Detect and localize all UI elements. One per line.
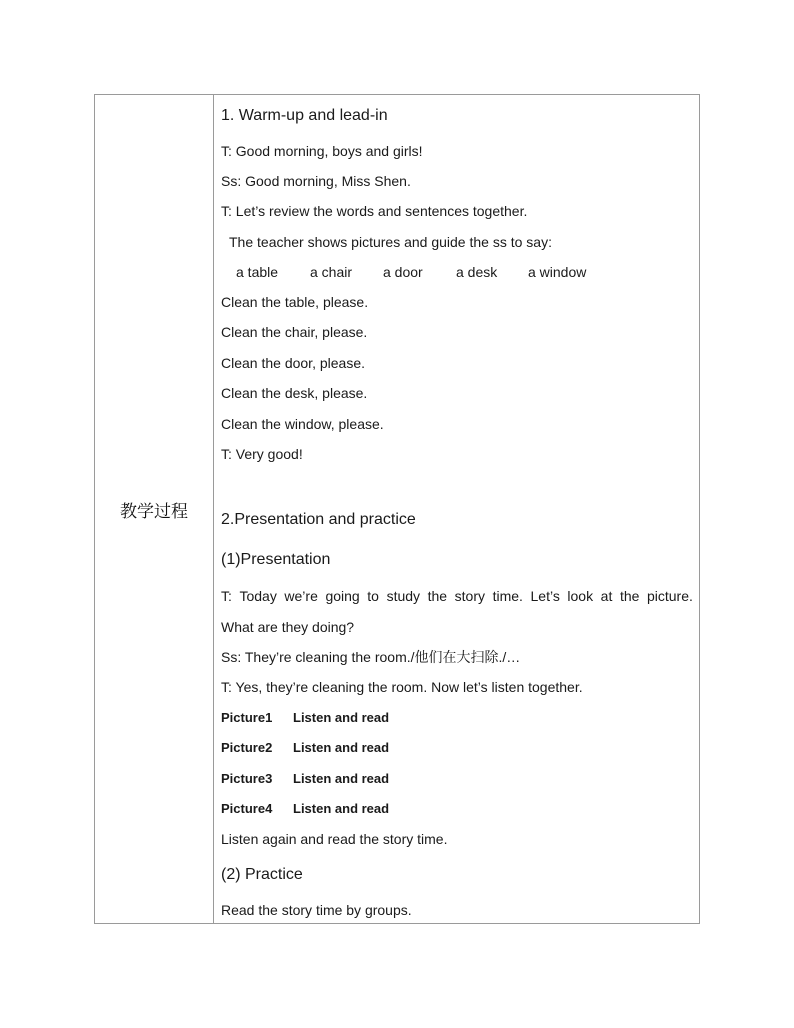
para-word: the [427, 588, 448, 604]
sentence-line: Clean the chair, please. [221, 324, 368, 340]
sentence-line: Clean the window, please. [221, 416, 384, 432]
practice-subheading: (2) Practice [221, 866, 303, 883]
para-word: to [367, 588, 379, 604]
word-item: a window [528, 264, 587, 280]
para-word: going [325, 588, 360, 604]
para-word: T: [221, 588, 232, 604]
picture-action: Listen and read [293, 740, 390, 755]
picture-action: Listen and read [293, 710, 390, 725]
practice-line: Read the story time by groups. [221, 902, 412, 918]
dialogue-line: Ss: Good morning, Miss Shen. [221, 173, 411, 189]
para-word: Today [239, 588, 277, 604]
paragraph-continuation: What are they doing? [221, 619, 355, 635]
column-divider [213, 95, 214, 923]
para-word: at [600, 588, 613, 604]
para-word: picture. [646, 588, 693, 604]
section1-heading: 1. Warm-up and lead-in [221, 107, 388, 124]
word-item: a desk [456, 264, 498, 280]
sentence-line: Clean the door, please. [221, 355, 365, 371]
picture-action: Listen and read [293, 801, 390, 816]
sentence-line: Clean the table, please. [221, 294, 369, 310]
presentation-subheading: (1)Presentation [221, 551, 331, 568]
justified-paragraph-line [221, 587, 693, 605]
lesson-table [94, 94, 700, 924]
picture-label: Picture3 [221, 771, 273, 786]
word-item: a table [236, 264, 279, 280]
picture-label: Picture1 [221, 710, 273, 725]
section2-heading: 2.Presentation and practice [221, 511, 416, 528]
dialogue-line: T: Yes, they’re cleaning the room. Now let’s listen together. [221, 679, 583, 695]
dialogue-line: Ss: They’re cleaning the room./他们在大扫除./… [221, 649, 521, 665]
sentence-line: T: Very good! [221, 446, 303, 462]
picture-action: Listen and read [293, 771, 390, 786]
word-item: a door [383, 264, 423, 280]
para-word: Let’s [530, 588, 560, 604]
dialogue-line: T: Let’s review the words and sentences together. [221, 203, 528, 219]
para-word: the [619, 588, 640, 604]
picture-label: Picture2 [221, 740, 273, 755]
para-word: time. [492, 588, 523, 604]
word-item: a chair [310, 264, 353, 280]
para-word: story [454, 588, 485, 604]
picture-label: Picture4 [221, 801, 273, 816]
sentence-line: Clean the desk, please. [221, 385, 368, 401]
para-word: study [386, 588, 421, 604]
instruction-line: The teacher shows pictures and guide the ss to say: [229, 234, 552, 250]
teaching-process-label: 教学过程 [120, 502, 188, 522]
listen-again-line: Listen again and read the story time. [221, 831, 448, 847]
para-word: look [567, 588, 594, 604]
dialogue-line: T: Good morning, boys and girls! [221, 143, 423, 159]
para-word: we’re [284, 588, 318, 604]
